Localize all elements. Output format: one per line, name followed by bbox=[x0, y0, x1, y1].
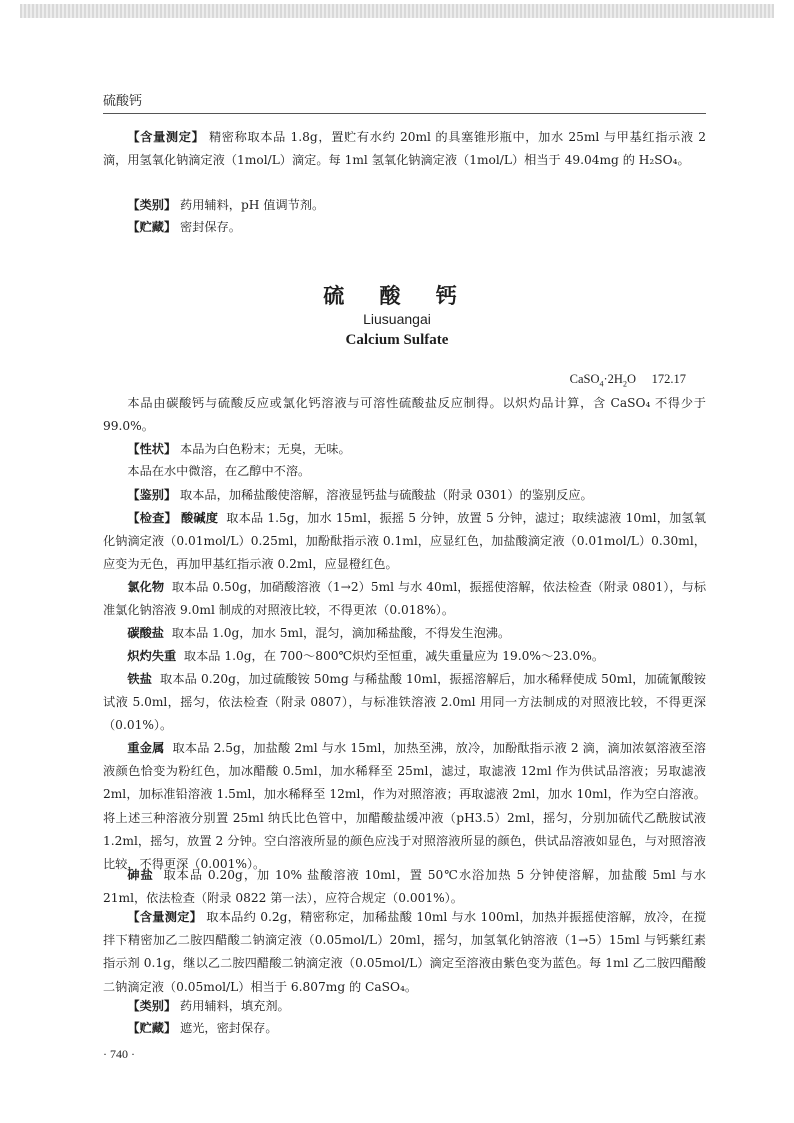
test-acidity-paragraph bbox=[103, 507, 706, 577]
assay-paragraph bbox=[103, 906, 706, 999]
test-ignition-text: 取本品 1.0g，在 700～800℃炽灼至恒重，减失重量应为 19.0%～23.0%。 bbox=[183, 649, 605, 663]
prev-assay-text: 精密称取本品 1.8g，置贮有水约 20ml 的具塞锥形瓶中，加水 25ml 与甲基红指示液 2 滴，用氢氧化钠滴定液（1mol/L）滴定。每 1ml 氢氧化钠滴定液（1mol/L）相当于 49.04mg 的 H₂SO₄。 bbox=[103, 130, 707, 168]
test-ignition-name: 炽灼失重 bbox=[127, 649, 177, 663]
identification-label: 【鉴别】 bbox=[127, 488, 177, 502]
test-iron-name: 铁盐 bbox=[127, 672, 153, 686]
identification-paragraph bbox=[103, 484, 706, 507]
test-heavy-metals-name: 重金属 bbox=[127, 741, 165, 755]
test-chloride-text: 取本品 0.50g，加硝酸溶液（1→2）5ml 与水 40ml，振摇使溶解，依法检查（附录 0801），与标准氯化钠溶液 9.0ml 制成的对照液比较，不得更浓（0.018%）。 bbox=[103, 580, 707, 618]
storage-label: 【贮藏】 bbox=[127, 1021, 177, 1035]
page-number: · 740 · bbox=[103, 1047, 135, 1061]
assay-text: 取本品约 0.2g，精密称定，加稀盐酸 10ml 与水 100ml，加热并振摇使溶解，放冷，在搅拌下精密加乙二胺四醋酸二钠滴定液（0.05mol/L）20ml，摇匀，加氢氧化钠溶液（1→5）15ml 与钙紫红素指示剂 0.1g，继以乙二胺四醋酸二钠滴定液（0.05mol/L）滴定至溶液由紫色变为蓝色。每 1ml 乙二胺四醋酸二钠滴定液（0.05mol/L）相当于 6.807mg 的 CaSO₄。 bbox=[103, 910, 707, 994]
test-heavy-metals-paragraph bbox=[103, 737, 706, 876]
category-paragraph bbox=[103, 995, 706, 1018]
test-acidity-text: 取本品 1.5g，加水 15ml，振摇 5 分钟，放置 5 分钟，滤过；取续滤液 10ml，加氢氧化钠滴定液（0.01mol/L）0.25ml，加酚酞指示液 0.1ml，应显红色，加盐酸滴定液（0.01mol/L）0.30ml，应变为无色，再加甲基红指示液 0.2ml，应显橙红色。 bbox=[103, 511, 707, 572]
molecular-weight: 172.17 bbox=[651, 372, 686, 386]
description-label: 【性状】 bbox=[127, 442, 177, 456]
scan-edge-strip bbox=[20, 4, 774, 18]
test-iron-paragraph bbox=[103, 668, 706, 738]
prev-category-paragraph bbox=[103, 194, 706, 217]
running-head: 硫酸钙 bbox=[103, 94, 143, 109]
prev-storage-text: 密封保存。 bbox=[180, 220, 241, 234]
solubility-paragraph: 本品在水中微溶，在乙醇中不溶。 bbox=[127, 464, 311, 478]
intro-paragraph: 本品由碳酸钙与硫酸反应或氯化钙溶液与可溶性硫酸盐反应制得。以炽灼品计算，含 CaSO₄ 不得少于 99.0%。 bbox=[103, 396, 706, 434]
test-iron-text: 取本品 0.20g，加过硫酸铵 50mg 与稀盐酸 10ml，振摇溶解后，加水稀释使成 50ml，加硫氰酸铵试液 5.0ml，摇匀，依法检查（附录 0807），与标准铁溶液 2.0ml 用同一方法制成的对照液比较，不得更深（0.01%）。 bbox=[103, 672, 706, 733]
category-text: 药用辅料，填充剂。 bbox=[180, 999, 290, 1013]
prev-storage-label: 【贮藏】 bbox=[127, 220, 177, 234]
assay-label: 【含量测定】 bbox=[127, 910, 203, 924]
tests-label: 【检查】 bbox=[127, 511, 177, 525]
prev-assay-paragraph bbox=[103, 126, 706, 172]
category-label: 【类别】 bbox=[127, 999, 177, 1013]
identification-text: 取本品，加稀盐酸使溶解，溶液显钙盐与硫酸盐（附录 0301）的鉴别反应。 bbox=[180, 488, 593, 502]
prev-storage-paragraph bbox=[103, 216, 706, 239]
storage-text: 遮光，密封保存。 bbox=[180, 1021, 278, 1035]
storage-paragraph bbox=[103, 1017, 706, 1040]
test-chloride-name: 氯化物 bbox=[127, 580, 165, 594]
molecular-formula: $CaSO_4\cdot 2H_2O$ 172.17 bbox=[569, 372, 686, 389]
test-arsenic-paragraph bbox=[103, 864, 706, 910]
monograph-title-chinese: 硫 酸 钙 bbox=[323, 284, 471, 308]
test-arsenic-text: 取本品 0.20g，加 10% 盐酸溶液 10ml，置 50℃水浴加热 5 分钟使溶解，加盐酸 5ml 与水 21ml，依法检查（附录 0822 第一法），应符合规定（0.001%）。 bbox=[103, 868, 706, 906]
prev-category-label: 【类别】 bbox=[127, 198, 177, 212]
test-heavy-metals-text: 取本品 2.5g，加盐酸 2ml 与水 15ml，加热至沸，放冷，加酚酞指示液 2 滴，滴加浓氨溶液至溶液颜色恰变为粉红色，加冰醋酸 0.5ml，加水稀释至 25ml，滤过，取滤液 12ml 作为供试品溶液；另取滤液 2ml，加标准铅溶液 1.5ml，加水稀释至 12ml，作为对照溶液；再取滤液 2ml，加水 10ml，作为空白溶液。将上述三种溶液分别置 25ml 纳氏比色管中，加醋酸盐缓冲液（pH3.5）2ml，摇匀，分别加硫代乙酰胺试液 1.2ml，摇匀，放置 2 分钟。空白溶液所显的颜色应浅于对照溶液所显的颜色，供试品溶液如显色，与对照溶液比较，不得更深（0.001%）。 bbox=[103, 741, 706, 872]
test-ignition-paragraph bbox=[103, 645, 706, 668]
header-rule bbox=[103, 113, 706, 114]
test-carbonate-text: 取本品 1.0g，加水 5ml，混匀，滴加稀盐酸，不得发生泡沸。 bbox=[171, 626, 511, 640]
test-chloride-paragraph bbox=[103, 576, 706, 622]
description-text: 本品为白色粉末；无臭，无味。 bbox=[180, 442, 351, 456]
test-acidity-name: 酸碱度 bbox=[180, 511, 219, 525]
prev-category-text: 药用辅料，pH 值调节剂。 bbox=[180, 198, 325, 212]
description-paragraph bbox=[103, 438, 706, 461]
prev-assay-label: 【含量测定】 bbox=[127, 130, 205, 144]
test-arsenic-name: 砷盐 bbox=[127, 868, 154, 882]
monograph-title-pinyin: Liusuangai bbox=[363, 311, 431, 327]
monograph-title-english: Calcium Sulfate bbox=[345, 332, 449, 348]
test-carbonate-paragraph bbox=[103, 622, 706, 645]
test-carbonate-name: 碳酸盐 bbox=[127, 626, 164, 640]
